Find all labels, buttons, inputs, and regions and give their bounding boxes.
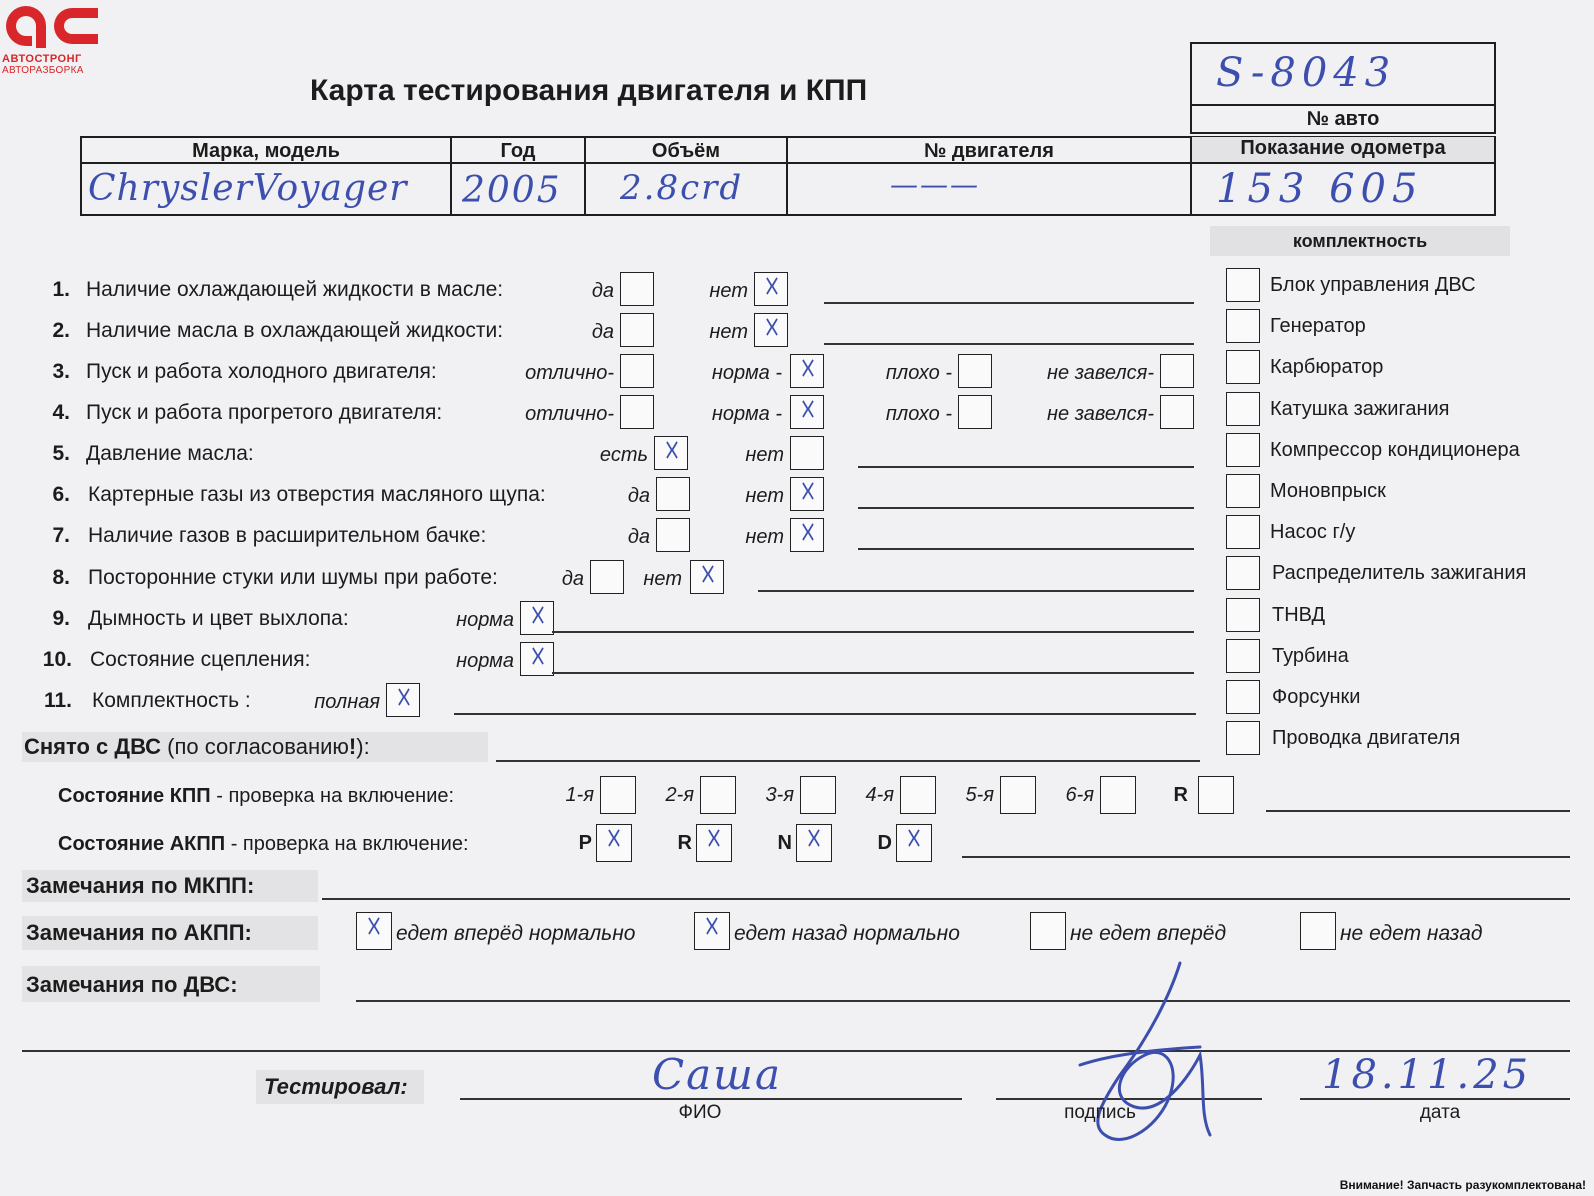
remarks-dvs-label: Замечания по ДВС:: [26, 972, 238, 997]
question-text: Дымность и цвет выхлопа:: [88, 607, 349, 630]
question-number: 7.: [52, 524, 70, 547]
option-label: плохо -: [885, 362, 952, 384]
removed-label-bold: Снято с ДВС: [24, 734, 162, 759]
option-checkbox[interactable]: [790, 354, 824, 388]
completeness-item-label: Блок управления ДВС: [1270, 274, 1476, 296]
option-checkbox[interactable]: [958, 354, 992, 388]
comment-line[interactable]: [824, 343, 1194, 345]
divider: [1190, 104, 1496, 106]
option-label: нет: [745, 485, 784, 507]
comment-line[interactable]: [858, 548, 1194, 550]
option-label: отлично-: [525, 362, 614, 384]
akpp-gear-label: D: [877, 832, 892, 854]
check-mark-icon: ☓: [664, 434, 680, 469]
check-mark-icon: ☓: [800, 475, 816, 510]
check-mark-icon: ☓: [606, 822, 622, 857]
date-value: 18.11.25: [1322, 1052, 1533, 1098]
option-checkbox[interactable]: [1160, 354, 1194, 388]
col-year: Год: [500, 140, 536, 162]
kpp-gear-label: 6-я: [1065, 784, 1094, 806]
tester-name-value: Саша: [652, 1050, 783, 1099]
akpp-remark-checkbox[interactable]: [356, 912, 392, 950]
option-checkbox[interactable]: [520, 642, 554, 676]
kpp-label-rest: - проверка на включение:: [210, 785, 455, 807]
question-number: 11.: [43, 689, 72, 712]
option-label: не завелся-: [1047, 403, 1154, 425]
option-checkbox[interactable]: [790, 477, 824, 511]
completeness-checkbox[interactable]: [1226, 474, 1260, 508]
option-label: отлично-: [525, 403, 614, 425]
completeness-checkbox[interactable]: [1226, 721, 1260, 755]
name-caption: ФИО: [678, 1102, 722, 1123]
option-checkbox[interactable]: [620, 272, 654, 306]
option-checkbox[interactable]: [520, 601, 554, 635]
col-engine-number: № двигателя: [924, 140, 1054, 162]
option-checkbox[interactable]: [620, 354, 654, 388]
option-label: нет: [745, 526, 784, 548]
logo-subtext: АВТОРАЗБОРКА: [2, 65, 84, 76]
col-make-model: Марка, модель: [192, 140, 340, 162]
akpp-remark-label: едет назад нормально: [734, 922, 960, 945]
option-label: нет: [709, 280, 748, 302]
option-label: нет: [643, 568, 682, 590]
question-text: Наличие масла в охлаждающей жидкости:: [86, 319, 504, 342]
check-mark-icon: ☓: [704, 910, 720, 945]
akpp-label: [58, 833, 469, 856]
kpp-gear-label: 3-я: [765, 784, 794, 806]
completeness-title: комплектность: [1210, 226, 1510, 256]
removed-label: [24, 734, 370, 760]
check-mark-icon: ☓: [700, 558, 716, 593]
akpp-gear-label: P: [578, 832, 592, 854]
option-checkbox[interactable]: [790, 395, 824, 429]
tested-label: Тестировал:: [264, 1074, 408, 1099]
logo-text: АВТОСТРОНГ: [2, 53, 82, 65]
option-label: да: [627, 526, 650, 548]
akpp-gear-checkbox[interactable]: [696, 824, 732, 862]
option-checkbox[interactable]: [654, 436, 688, 470]
footer-warning: Внимание! Запчасть разукомплектована!: [1339, 1178, 1586, 1192]
option-label: нет: [745, 444, 784, 466]
auto-number-label: № авто: [1306, 108, 1380, 130]
completeness-item-label: Проводка двигателя: [1272, 727, 1461, 750]
comment-line[interactable]: [858, 507, 1194, 509]
col-odometer: Показание одометра: [1240, 137, 1446, 159]
option-checkbox[interactable]: [958, 395, 992, 429]
question-text: Посторонние стуки или шумы при работе:: [88, 566, 498, 589]
comment-line[interactable]: [758, 590, 1194, 592]
question-number: 9.: [52, 607, 70, 630]
akpp-remark-checkbox[interactable]: [694, 912, 730, 950]
kpp-gear-checkbox[interactable]: [900, 776, 936, 814]
kpp-gear-label: 5-я: [965, 784, 994, 806]
check-mark-icon: ☓: [366, 910, 382, 945]
completeness-checkbox[interactable]: [1226, 350, 1260, 384]
signature-caption: подпись: [1064, 1102, 1136, 1123]
comment-line[interactable]: [824, 302, 1194, 304]
comment-line[interactable]: [552, 631, 1194, 633]
completeness-item-label: Турбина: [1272, 644, 1349, 667]
check-mark-icon: ☓: [800, 352, 816, 387]
akpp-remark-label: едет вперёд нормально: [396, 922, 636, 945]
question-text: Наличие охлаждающей жидкости в масле:: [86, 278, 504, 301]
option-label: норма: [456, 650, 514, 672]
option-label: норма -: [711, 362, 782, 384]
remarks-mkpp-line[interactable]: [322, 898, 1570, 900]
company-logo: [0, 0, 104, 52]
akpp-remark-checkbox[interactable]: [1300, 912, 1336, 950]
make-model-value: ChryslerVoyager: [88, 168, 408, 209]
kpp-gear-checkbox[interactable]: [600, 776, 636, 814]
option-checkbox[interactable]: [386, 683, 420, 717]
akpp-gear-checkbox[interactable]: [596, 824, 632, 862]
kpp-gear-checkbox[interactable]: [800, 776, 836, 814]
question-number: 5.: [52, 442, 70, 465]
option-label: да: [627, 485, 650, 507]
option-label: да: [591, 321, 614, 343]
removed-label-tail: ):: [356, 734, 370, 759]
date-caption: дата: [1419, 1102, 1461, 1123]
option-label: есть: [599, 444, 648, 466]
option-label: да: [561, 568, 584, 590]
akpp-line[interactable]: [962, 856, 1570, 858]
option-label: нет: [709, 321, 748, 343]
kpp-label: [58, 785, 454, 808]
auto-number-value: S-8043: [1216, 50, 1397, 96]
year-value: 2005: [462, 170, 562, 211]
completeness-checkbox[interactable]: [1226, 392, 1260, 426]
completeness-checkbox[interactable]: [1226, 680, 1260, 714]
check-mark-icon: ☓: [764, 270, 780, 305]
akpp-gear-label: R: [677, 832, 692, 854]
completeness-checkbox[interactable]: [1226, 598, 1260, 632]
comment-line[interactable]: [454, 713, 1196, 715]
option-checkbox[interactable]: [754, 313, 788, 347]
check-mark-icon: ☓: [800, 516, 816, 551]
comment-line[interactable]: [552, 672, 1194, 674]
question-number: 2.: [52, 319, 70, 342]
completeness-item-label: Насос г/у: [1270, 521, 1356, 544]
question-text: Картерные газы из отверстия масляного щупа:: [88, 483, 546, 506]
option-label: плохо -: [885, 403, 952, 425]
completeness-item-label: ТНВД: [1272, 603, 1326, 626]
date-line[interactable]: [1300, 1098, 1570, 1100]
page-title: Карта тестирования двигателя и КПП: [310, 74, 868, 107]
completeness-item-label: Генератор: [1270, 315, 1366, 338]
option-checkbox[interactable]: [620, 313, 654, 347]
kpp-gear-checkbox[interactable]: [1198, 776, 1234, 814]
option-checkbox[interactable]: [790, 436, 824, 470]
akpp-gear-checkbox[interactable]: [796, 824, 832, 862]
kpp-gear-checkbox[interactable]: [1100, 776, 1136, 814]
check-mark-icon: ☓: [396, 681, 412, 716]
option-checkbox[interactable]: [690, 560, 724, 594]
completeness-checkbox[interactable]: [1226, 515, 1260, 549]
kpp-gear-label: 4-я: [865, 784, 894, 806]
remarks-mkpp-label: Замечания по МКПП:: [26, 873, 255, 898]
akpp-remark-checkbox[interactable]: [1030, 912, 1066, 950]
kpp-gear-label: 1-я: [565, 784, 594, 806]
question-text: Комплектность :: [92, 689, 251, 712]
removed-label-normal: (по согласованию: [161, 734, 349, 759]
volume-value: 2.8crd: [620, 168, 744, 208]
question-text: Пуск и работа холодного двигателя:: [86, 360, 437, 383]
kpp-gear-checkbox[interactable]: [700, 776, 736, 814]
option-label: не завелся-: [1047, 362, 1154, 384]
kpp-gear-label: 2-я: [665, 784, 694, 806]
akpp-label-rest: - проверка на включение:: [225, 833, 469, 855]
removed-label-excl: !: [348, 734, 357, 759]
check-mark-icon: ☓: [806, 822, 822, 857]
check-mark-icon: ☓: [530, 599, 546, 634]
remarks-dvs-line[interactable]: [356, 1000, 1570, 1002]
completeness-item-label: Катушка зажигания: [1270, 397, 1450, 420]
completeness-checkbox[interactable]: [1226, 433, 1260, 467]
signature-drawing: [1050, 955, 1260, 1155]
akpp-gear-label: N: [777, 832, 792, 854]
option-checkbox[interactable]: [790, 518, 824, 552]
kpp-line[interactable]: [1266, 810, 1570, 812]
removed-line[interactable]: [496, 760, 1200, 762]
engine-number-value: ———: [890, 168, 980, 201]
kpp-label-bold: Состояние КПП: [58, 785, 211, 807]
question-number: 4.: [52, 401, 70, 424]
option-checkbox[interactable]: [754, 272, 788, 306]
completeness-item-label: Компрессор кондиционера: [1270, 438, 1520, 461]
check-mark-icon: ☓: [800, 393, 816, 428]
completeness-item-label: Форсунки: [1272, 686, 1361, 708]
odometer-value: 153 605: [1216, 166, 1424, 212]
option-checkbox[interactable]: [656, 477, 690, 511]
check-mark-icon: ☓: [706, 822, 722, 857]
question-text: Давление масла:: [86, 442, 254, 465]
option-checkbox[interactable]: [656, 518, 690, 552]
akpp-remark-label: не едет назад: [1340, 922, 1483, 945]
question-number: 8.: [52, 566, 70, 589]
question-text: Состояние сцепления:: [90, 648, 311, 671]
completeness-checkbox[interactable]: [1226, 639, 1260, 673]
option-checkbox[interactable]: [590, 560, 624, 594]
option-label: да: [591, 280, 614, 302]
check-mark-icon: ☓: [530, 640, 546, 675]
option-label: норма -: [711, 403, 782, 425]
check-mark-icon: ☓: [906, 822, 922, 857]
option-checkbox[interactable]: [1160, 395, 1194, 429]
check-mark-icon: ☓: [764, 311, 780, 346]
akpp-remark-label: не едет вперёд: [1070, 922, 1227, 945]
comment-line[interactable]: [858, 466, 1194, 468]
akpp-gear-checkbox[interactable]: [896, 824, 932, 862]
question-number: 1.: [52, 278, 70, 301]
kpp-gear-label: R: [1173, 784, 1188, 806]
completeness-checkbox[interactable]: [1226, 309, 1260, 343]
akpp-label-bold: Состояние АКПП: [58, 833, 226, 855]
completeness-checkbox[interactable]: [1226, 556, 1260, 590]
completeness-checkbox[interactable]: [1226, 268, 1260, 302]
completeness-item-label: Распределитель зажигания: [1272, 562, 1527, 585]
option-label: полная: [314, 691, 380, 713]
remarks-akpp-label: Замечания по АКПП:: [26, 920, 252, 945]
question-number: 6.: [52, 483, 70, 506]
completeness-item-label: Моновпрыск: [1270, 480, 1386, 502]
question-text: Пуск и работа прогретого двигателя:: [86, 401, 443, 424]
question-number: 3.: [52, 360, 70, 383]
question-text: Наличие газов в расширительном бачке:: [88, 524, 487, 547]
question-number: 10.: [42, 648, 72, 671]
completeness-item-label: Карбюратор: [1270, 356, 1384, 379]
col-volume: Объём: [651, 140, 721, 162]
option-label: норма: [456, 609, 514, 631]
option-checkbox[interactable]: [620, 395, 654, 429]
kpp-gear-checkbox[interactable]: [1000, 776, 1036, 814]
